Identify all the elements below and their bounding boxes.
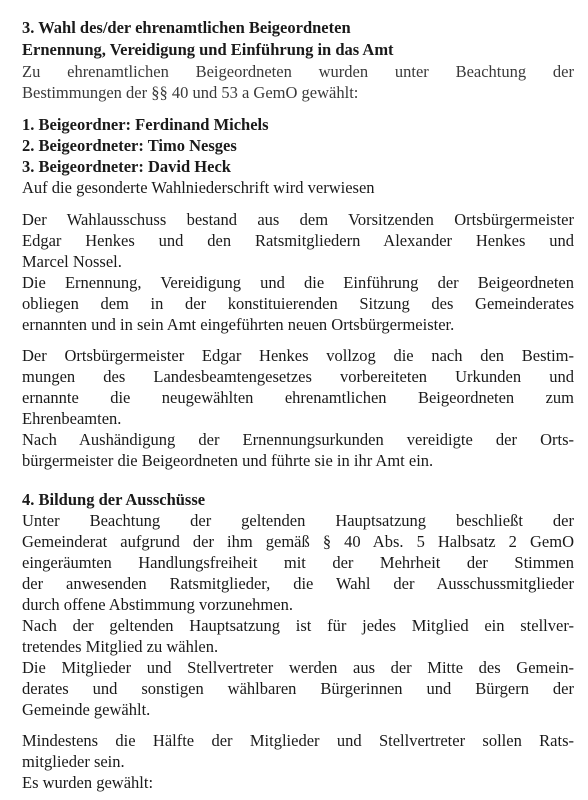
section-4-heading: 4. Bildung der Ausschüsse [22,490,206,509]
paragraph-line: bürgermeister die Beigeordneten und führte sie in ihr Amt ein. [22,451,434,470]
paragraph-line: eingeräumten Handlungsfreiheit mit der Mehrheit der Stimmen [22,553,574,572]
elected-item: 3. Beigeordneter: David Heck [22,157,231,176]
paragraph-line: Ehrenbeamten. [22,409,122,428]
note-line: Auf die gesonderte Wahlniederschrift wird verwiesen [22,178,375,197]
paragraph-line: Der Ortsbürgermeister Edgar Henkes vollzog die nach den Bestim- [22,346,574,365]
paragraph-line: Gemeinderat aufgrund der ihm gemäß § 40 Abs. 5 Halbsatz 2 GemO [22,532,574,551]
elected-item: 1. Beigeordner: Ferdinand Michels [22,115,269,134]
paragraph-line: Nach der geltenden Hauptsatzung ist für jedes Mitglied ein stellver- [22,616,574,635]
paragraph-line: Nach Aushändigung der Ernennungsurkunden vereidigte der Orts- [22,430,574,449]
paragraph-line: Die Ernennung, Vereidigung und die Einführung der Beigeordneten [22,273,574,292]
paragraph-line: mitglieder sein. [22,752,125,771]
section-3-heading: 3. Wahl des/der ehrenamtlichen Beigeordneten [22,18,351,37]
elected-item: 2. Beigeordneter: Timo Nesges [22,136,237,155]
paragraph-line: Die Mitglieder und Stellvertreter werden aus der Mitte des Gemein- [22,658,574,677]
paragraph-line: der anwesenden Ratsmitglieder, die Wahl der Ausschussmitglieder [22,574,574,593]
paragraph-line: ernannten und in sein Amt eingeführten neuen Ortsbürgermeister. [22,315,455,334]
paragraph-line: derates und sonstigen wählbaren Bürgerinnen und Bürgern der [22,679,574,698]
paragraph-line: ernannte die neugewählten ehrenamtlichen Beigeordneten zum [22,388,574,407]
paragraph-line: Mindestens die Hälfte der Mitglieder und Stellvertreter sollen Rats- [22,731,574,750]
intro-line: Zu ehrenamtlichen Beigeordneten wurden unter Beachtung der [22,62,574,81]
paragraph-line: tretendes Mitglied zu wählen. [22,637,219,656]
intro-line: Bestimmungen der §§ 40 und 53 a GemO gewählt: [22,83,359,102]
paragraph-line: obliegen dem in der konstituierenden Sitzung des Gemeinderates [22,294,574,313]
paragraph-line: Marcel Nossel. [22,252,122,271]
paragraph-line: Es wurden gewählt: [22,773,154,792]
section-3-subheading: Ernennung, Vereidigung und Einführung in das Amt [22,40,394,59]
paragraph-line: Gemeinde gewählt. [22,700,151,719]
paragraph-line: Der Wahlausschuss bestand aus dem Vorsitzenden Ortsbürgermeister [22,210,574,229]
paragraph-line: durch offene Abstimmung vorzunehmen. [22,595,293,614]
paragraph-line: mungen des Landesbeamtengesetzes vorbereiteten Urkunden und [22,367,574,386]
paragraph-line: Unter Beachtung der geltenden Hauptsatzung beschließt der [22,511,574,530]
paragraph-line: Edgar Henkes und den Ratsmitgliedern Alexander Henkes und [22,231,574,250]
